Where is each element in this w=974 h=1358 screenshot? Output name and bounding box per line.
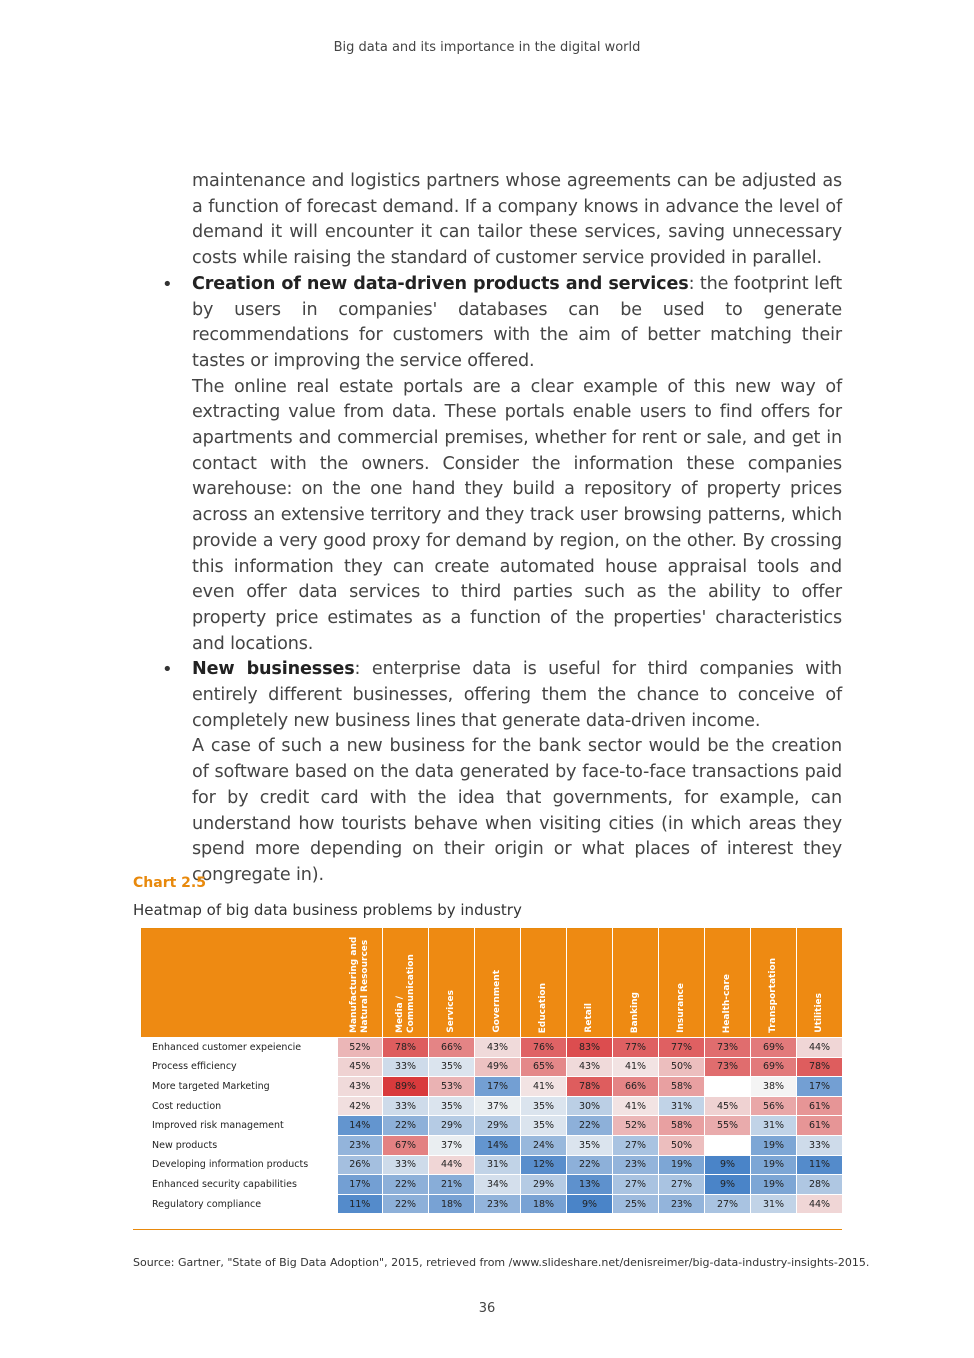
heatmap-cell: 55%	[705, 1116, 751, 1136]
heatmap-cell: 29%	[521, 1175, 567, 1195]
column-label: Manufacturing and Natural Resources	[348, 936, 370, 1033]
bullet-title: Creation of new data-driven products and services	[192, 273, 689, 294]
heatmap-cell: 33%	[383, 1057, 429, 1077]
chart-divider	[133, 1229, 842, 1230]
heatmap-column-header	[521, 929, 567, 1038]
heatmap-row	[142, 1116, 843, 1136]
row-label: More targeted Marketing	[142, 1077, 338, 1097]
heatmap-cell: 44%	[429, 1155, 475, 1175]
heatmap-cell: 35%	[429, 1096, 475, 1116]
heatmap-cell	[705, 1077, 751, 1097]
bullet-text: : the footprint left by users in companies' databases can be used to generate recommendations for customers with the aim of better matching their tastes or improving the service offered.	[192, 273, 842, 371]
heatmap-cell: 78%	[567, 1077, 613, 1097]
column-label: Insurance	[676, 983, 686, 1033]
heatmap-cell: 29%	[429, 1116, 475, 1136]
heatmap-cell: 13%	[567, 1175, 613, 1195]
heatmap-cell: 28%	[797, 1175, 843, 1195]
chart-title: Heatmap of big data business problems by industry	[133, 901, 522, 919]
heatmap-cell: 24%	[521, 1135, 567, 1155]
heatmap-cell: 66%	[429, 1038, 475, 1058]
heatmap-cell: 37%	[429, 1135, 475, 1155]
heatmap-cell: 43%	[337, 1077, 383, 1097]
heatmap-cell: 69%	[751, 1057, 797, 1077]
bullet-follow-paragraph: A case of such a new business for the bank sector would be the creation of software based on the data generated by face-to-face transactions paid for by credit card with the idea that governments, for example, can understand how tourists behave when visiting cities (in which areas they spend more depending on their origin or what places of interest they congregate in).	[192, 736, 842, 885]
heatmap-column-header	[751, 929, 797, 1038]
heatmap-cell: 22%	[567, 1116, 613, 1136]
row-label: Process efficiency	[142, 1057, 338, 1077]
bullet-title: New businesses	[192, 659, 355, 680]
heatmap-cell: 33%	[383, 1096, 429, 1116]
column-label: Media / Communication	[394, 954, 416, 1033]
heatmap-cell: 58%	[659, 1116, 705, 1136]
column-label: Health-care	[722, 973, 732, 1033]
heatmap-cell: 73%	[705, 1057, 751, 1077]
heatmap-cell: 34%	[475, 1175, 521, 1195]
heatmap-cell: 19%	[751, 1175, 797, 1195]
running-header: Big data and its importance in the digital world	[333, 40, 641, 55]
heatmap-cell: 41%	[613, 1096, 659, 1116]
bullet-text: : enterprise data is useful for third companies with entirely different businesses, offering them the chance to conceive of completely new business lines that generate data-driven income.	[192, 659, 842, 731]
heatmap-cell: 23%	[475, 1194, 521, 1214]
heatmap-cell: 35%	[429, 1057, 475, 1077]
heatmap-cell: 56%	[751, 1096, 797, 1116]
heatmap-column-header	[429, 929, 475, 1038]
heatmap-cell: 27%	[613, 1175, 659, 1195]
heatmap-cell: 41%	[521, 1077, 567, 1097]
heatmap-column-header	[705, 929, 751, 1038]
heatmap-cell: 50%	[659, 1057, 705, 1077]
heatmap-cell: 27%	[705, 1194, 751, 1214]
row-label: Regulatory compliance	[142, 1194, 338, 1214]
heatmap-cell: 19%	[751, 1135, 797, 1155]
heatmap-cell: 35%	[521, 1116, 567, 1136]
page-number: 36	[478, 1301, 496, 1316]
heatmap-cell: 44%	[797, 1038, 843, 1058]
heatmap-cell: 76%	[521, 1038, 567, 1058]
heatmap-cell: 12%	[521, 1155, 567, 1175]
bullet-new-businesses	[162, 657, 842, 888]
heatmap-cell: 25%	[613, 1194, 659, 1214]
column-label: Education	[538, 982, 548, 1033]
heatmap-cell: 31%	[751, 1116, 797, 1136]
row-label: Developing information products	[142, 1155, 338, 1175]
heatmap-cell: 22%	[567, 1155, 613, 1175]
heatmap-cell: 89%	[383, 1077, 429, 1097]
heatmap-column-header	[659, 929, 705, 1038]
heatmap-row	[142, 1096, 843, 1116]
column-label: Services	[446, 990, 456, 1033]
heatmap-cell: 22%	[383, 1175, 429, 1195]
column-label: Government	[492, 970, 502, 1033]
heatmap-column-header	[567, 929, 613, 1038]
heatmap-cell: 23%	[613, 1155, 659, 1175]
heatmap-cell: 19%	[659, 1155, 705, 1175]
heatmap-cell: 11%	[337, 1194, 383, 1214]
heatmap-table	[141, 928, 843, 1214]
bullet-icon: •	[162, 659, 173, 681]
heatmap-cell: 30%	[567, 1096, 613, 1116]
heatmap-row	[142, 1057, 843, 1077]
heatmap-cell: 77%	[659, 1038, 705, 1058]
heatmap-column-header	[475, 929, 521, 1038]
heatmap-cell: 73%	[705, 1038, 751, 1058]
heatmap-cell: 65%	[521, 1057, 567, 1077]
row-label: Enhanced customer expeiencie	[142, 1038, 338, 1058]
heatmap-cell: 19%	[751, 1155, 797, 1175]
column-label: Banking	[630, 991, 640, 1033]
bullet-data-driven-products	[162, 272, 842, 658]
heatmap-cell: 66%	[613, 1077, 659, 1097]
heatmap-cell: 83%	[567, 1038, 613, 1058]
heatmap-cell: 42%	[337, 1096, 383, 1116]
heatmap-row	[142, 1155, 843, 1175]
heatmap-cell: 26%	[337, 1155, 383, 1175]
heatmap-column-header	[383, 929, 429, 1038]
heatmap-header-row	[142, 929, 843, 1038]
heatmap-cell: 22%	[383, 1194, 429, 1214]
heatmap-cell: 31%	[659, 1096, 705, 1116]
heatmap-cell: 69%	[751, 1038, 797, 1058]
heatmap-cell: 61%	[797, 1116, 843, 1136]
heatmap-cell: 45%	[705, 1096, 751, 1116]
column-label: Utilities	[814, 993, 824, 1033]
column-label: Retail	[584, 1003, 594, 1033]
heatmap-cell: 33%	[383, 1155, 429, 1175]
heatmap-row	[142, 1135, 843, 1155]
source-note: Source: Gartner, "State of Big Data Adoption", 2015, retrieved from /www.slideshare.net/denisreimer/big-data-industry-insights-2015.	[133, 1256, 870, 1269]
heatmap-cell: 18%	[521, 1194, 567, 1214]
heatmap-cell: 52%	[337, 1038, 383, 1058]
heatmap-cell: 67%	[383, 1135, 429, 1155]
heatmap-row	[142, 1038, 843, 1058]
row-label: New products	[142, 1135, 338, 1155]
heatmap-cell: 41%	[613, 1057, 659, 1077]
heatmap-cell: 9%	[705, 1175, 751, 1195]
bullet-icon: •	[162, 273, 173, 295]
heatmap-cell: 9%	[705, 1155, 751, 1175]
heatmap-cell: 18%	[429, 1194, 475, 1214]
row-label: Enhanced security capabilities	[142, 1175, 338, 1195]
heatmap-cell: 43%	[475, 1038, 521, 1058]
heatmap-row	[142, 1194, 843, 1214]
chart-label: Chart 2.5	[133, 875, 206, 891]
heatmap-cell: 38%	[751, 1077, 797, 1097]
heatmap-column-header	[337, 929, 383, 1038]
heatmap-cell: 21%	[429, 1175, 475, 1195]
heatmap-cell: 9%	[567, 1194, 613, 1214]
heatmap-column-header	[797, 929, 843, 1038]
heatmap-cell: 22%	[383, 1116, 429, 1136]
row-label: Improved risk management	[142, 1116, 338, 1136]
heatmap-cell: 58%	[659, 1077, 705, 1097]
heatmap-cell: 27%	[613, 1135, 659, 1155]
heatmap-cell: 35%	[567, 1135, 613, 1155]
heatmap-cell: 37%	[475, 1096, 521, 1116]
heatmap-cell: 45%	[337, 1057, 383, 1077]
heatmap-cell: 17%	[337, 1175, 383, 1195]
heatmap-cell: 11%	[797, 1155, 843, 1175]
heatmap-cell	[705, 1135, 751, 1155]
heatmap-cell: 31%	[751, 1194, 797, 1214]
heatmap-cell: 33%	[797, 1135, 843, 1155]
heatmap-cell: 43%	[567, 1057, 613, 1077]
heatmap-cell: 35%	[521, 1096, 567, 1116]
column-label: Transportation	[768, 958, 778, 1033]
heatmap-column-header	[613, 929, 659, 1038]
heatmap-cell: 52%	[613, 1116, 659, 1136]
heatmap-cell: 14%	[337, 1116, 383, 1136]
heatmap-cell: 14%	[475, 1135, 521, 1155]
heatmap-cell: 23%	[659, 1194, 705, 1214]
intro-paragraph: maintenance and logistics partners whose agreements can be adjusted as a function of forecast demand. If a company knows in advance the level of demand it will encounter it can tailor these services, saving unnecessary costs while raising the standard of customer service provided in parallel.	[192, 171, 842, 269]
heatmap-cell: 29%	[475, 1116, 521, 1136]
heatmap-cell: 78%	[797, 1057, 843, 1077]
heatmap-cell: 17%	[797, 1077, 843, 1097]
heatmap-cell: 49%	[475, 1057, 521, 1077]
bullet-follow-paragraph: The online real estate portals are a clear example of this new way of extracting value from data. These portals enable users to find offers for apartments and commercial premises, whether for rent or sale, and get in contact with the owners. Consider the information these companies warehouse: on the one hand they build a repository of property prices across an extensive territory and they track user browsing patterns, which provide a very good proxy for demand by region, on the other. By crossing this information they can create automated house appraisal tools and even offer data services to third parties such as the ability to offer property price estimates as a function of the properties' characteristics and locations.	[192, 376, 842, 654]
heatmap-corner	[142, 929, 338, 1038]
heatmap-cell: 23%	[337, 1135, 383, 1155]
heatmap-cell: 53%	[429, 1077, 475, 1097]
heatmap-row	[142, 1077, 843, 1097]
heatmap-cell: 31%	[475, 1155, 521, 1175]
heatmap-cell: 61%	[797, 1096, 843, 1116]
heatmap-cell: 50%	[659, 1135, 705, 1155]
heatmap-cell: 44%	[797, 1194, 843, 1214]
row-label: Cost reduction	[142, 1096, 338, 1116]
heatmap-cell: 77%	[613, 1038, 659, 1058]
heatmap-cell: 17%	[475, 1077, 521, 1097]
heatmap-body	[142, 1038, 843, 1214]
heatmap-cell: 78%	[383, 1038, 429, 1058]
heatmap-row	[142, 1175, 843, 1195]
heatmap-cell: 27%	[659, 1175, 705, 1195]
